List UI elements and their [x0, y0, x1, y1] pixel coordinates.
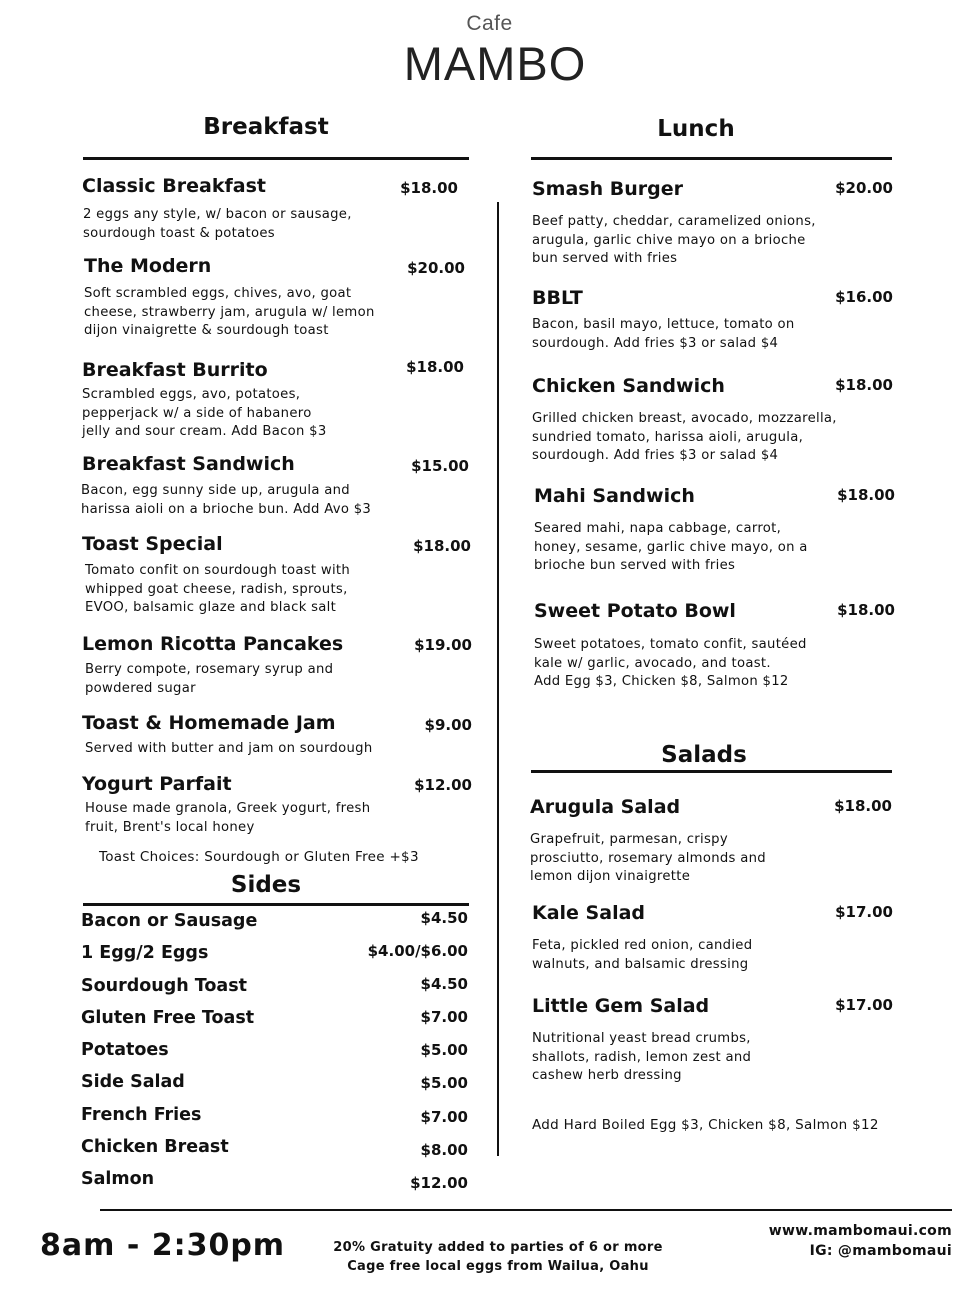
- menu-item-name: The Modern: [84, 255, 212, 277]
- side-item-name: Salmon: [81, 1169, 155, 1189]
- side-item-name: Side Salad: [81, 1072, 185, 1092]
- menu-item-name: Arugula Salad: [530, 796, 681, 818]
- menu-item-desc: Served with butter and jam on sourdough: [85, 741, 373, 756]
- menu-item-desc: Bacon, egg sunny side up, arugula and harissa aioli on a brioche bun. Add Avo $3: [81, 483, 372, 517]
- logo-cafe-text: Cafe: [466, 12, 513, 35]
- menu-item-price: $18.00: [837, 486, 895, 504]
- menu-item-desc: 2 eggs any style, w/ bacon or sausage, sourdough toast & potatoes: [83, 207, 352, 241]
- menu-item-price: $19.00: [414, 636, 472, 654]
- menu-item-price: $17.00: [835, 903, 893, 921]
- side-item-price: $5.00: [420, 1041, 468, 1059]
- sides-title: Sides: [230, 872, 302, 898]
- side-item-name: Bacon or Sausage: [81, 911, 258, 931]
- salad-addon-note: Add Hard Boiled Egg $3, Chicken $8, Salmon $12: [532, 1117, 879, 1133]
- column-divider: [497, 202, 499, 1156]
- toast-choices-note: Toast Choices: Sourdough or Gluten Free +$3: [99, 849, 419, 865]
- eggs-note: Cage free local eggs from Wailua, Oahu: [347, 1259, 649, 1274]
- side-item-name: French Fries: [81, 1105, 202, 1125]
- footer-divider: [100, 1209, 952, 1211]
- lunch-title: Lunch: [657, 116, 735, 142]
- menu-item-desc: Tomato confit on sourdough toast with whipped goat cheese, radish, sprouts, EVOO, balsamic glaze and black salt: [85, 563, 351, 616]
- menu-item-price: $18.00: [406, 358, 464, 376]
- menu-item-price: $18.00: [400, 179, 458, 197]
- menu-item-price: $20.00: [835, 179, 893, 197]
- menu-item-price: $12.00: [414, 776, 472, 794]
- menu-item-desc: Scrambled eggs, avo, potatoes, pepperjack w/ a side of habanero jelly and sour cream. Add Bacon $3: [82, 387, 327, 440]
- menu-item-name: Yogurt Parfait: [82, 773, 232, 795]
- website-link[interactable]: www.mambomaui.com: [768, 1223, 952, 1239]
- menu-item-desc: House made granola, Greek yogurt, fresh fruit, Brent's local honey: [85, 801, 371, 835]
- gratuity-note: 20% Gratuity added to parties of 6 or more: [333, 1240, 663, 1255]
- side-item-name: Chicken Breast: [81, 1137, 229, 1157]
- menu-item-desc: Grilled chicken breast, avocado, mozzarella, sundried tomato, harissa aioli, arugula, sourdough. Add fries $3 or salad $4: [532, 411, 837, 464]
- menu-item-name: Little Gem Salad: [532, 995, 710, 1017]
- menu-item-desc: Beef patty, cheddar, caramelized onions, arugula, garlic chive mayo on a brioche bun served with fries: [532, 214, 816, 267]
- menu-item-price: $9.00: [424, 716, 472, 734]
- menu-item-desc: Feta, pickled red onion, candied walnuts, and balsamic dressing: [532, 938, 753, 972]
- side-item-price: $4.50: [420, 909, 468, 927]
- side-item-name: Sourdough Toast: [81, 976, 248, 996]
- side-item-name: Potatoes: [81, 1040, 169, 1060]
- menu-item-desc: Soft scrambled eggs, chives, avo, goat cheese, strawberry jam, arugula w/ lemon dijon vinaigrette & sourdough toast: [84, 286, 375, 339]
- menu-item-name: Toast Special: [82, 533, 223, 555]
- opening-hours: 8am - 2:30pm: [40, 1228, 286, 1263]
- menu-item-name: Mahi Sandwich: [534, 485, 695, 507]
- menu-item-desc: Sweet potatoes, tomato confit, sautéed kale w/ garlic, avocado, and toast. Add Egg $3, Chicken $8, Salmon $12: [534, 637, 807, 690]
- menu-item-name: Breakfast Sandwich: [82, 453, 295, 475]
- menu-item-desc: Berry compote, rosemary syrup and powdered sugar: [85, 662, 334, 696]
- logo-name-text: MAMBO: [403, 37, 587, 90]
- menu-item-price: $18.00: [835, 376, 893, 394]
- sides-divider: [83, 903, 469, 906]
- menu-item-price: $18.00: [834, 797, 892, 815]
- menu-item-name: Breakfast Burrito: [82, 359, 268, 381]
- menu-item-price: $16.00: [835, 288, 893, 306]
- side-item-price: $8.00: [420, 1141, 468, 1159]
- menu-item-name: Smash Burger: [532, 178, 683, 200]
- salads-title: Salads: [661, 742, 747, 768]
- menu-item-name: Toast & Homemade Jam: [82, 712, 336, 734]
- menu-item-name: Chicken Sandwich: [532, 375, 725, 397]
- side-item-price: $4.50: [420, 975, 468, 993]
- menu-item-price: $20.00: [407, 259, 465, 277]
- menu-item-price: $15.00: [411, 457, 469, 475]
- instagram-handle[interactable]: IG: @mambomaui: [809, 1243, 952, 1259]
- footer-contact: [720, 1221, 952, 1261]
- breakfast-divider: [83, 157, 469, 160]
- menu-item-name: Kale Salad: [532, 902, 645, 924]
- menu-item-desc: Seared mahi, napa cabbage, carrot, honey, sesame, garlic chive mayo, on a brioche bun served with fries: [534, 521, 808, 574]
- side-item-name: 1 Egg/2 Eggs: [81, 943, 209, 963]
- side-item-price: $5.00: [420, 1074, 468, 1092]
- menu-item-name: Classic Breakfast: [82, 175, 266, 197]
- side-item-price: $7.00: [420, 1008, 468, 1026]
- salads-divider: [531, 770, 892, 773]
- menu-item-price: $18.00: [413, 537, 471, 555]
- menu-item-price: $18.00: [837, 601, 895, 619]
- side-item-name: Gluten Free Toast: [81, 1008, 255, 1028]
- lunch-divider: [531, 157, 892, 160]
- side-item-price: $4.00/$6.00: [367, 942, 468, 960]
- side-item-price: $7.00: [420, 1108, 468, 1126]
- menu-item-desc: Nutritional yeast bread crumbs, shallots, radish, lemon zest and cashew herb dressing: [532, 1031, 752, 1084]
- menu-item-name: BBLT: [532, 287, 583, 309]
- menu-item-name: Lemon Ricotta Pancakes: [82, 633, 344, 655]
- menu-item-desc: Grapefruit, parmesan, crispy prosciutto, rosemary almonds and lemon dijon vinaigrette: [530, 832, 766, 885]
- footer-notes: [298, 1238, 698, 1276]
- menu-item-name: Sweet Potato Bowl: [534, 600, 736, 622]
- menu-item-price: $17.00: [835, 996, 893, 1014]
- side-item-price: $12.00: [410, 1174, 468, 1192]
- menu-item-desc: Bacon, basil mayo, lettuce, tomato on sourdough. Add fries $3 or salad $4: [532, 317, 795, 351]
- breakfast-title: Breakfast: [203, 114, 329, 140]
